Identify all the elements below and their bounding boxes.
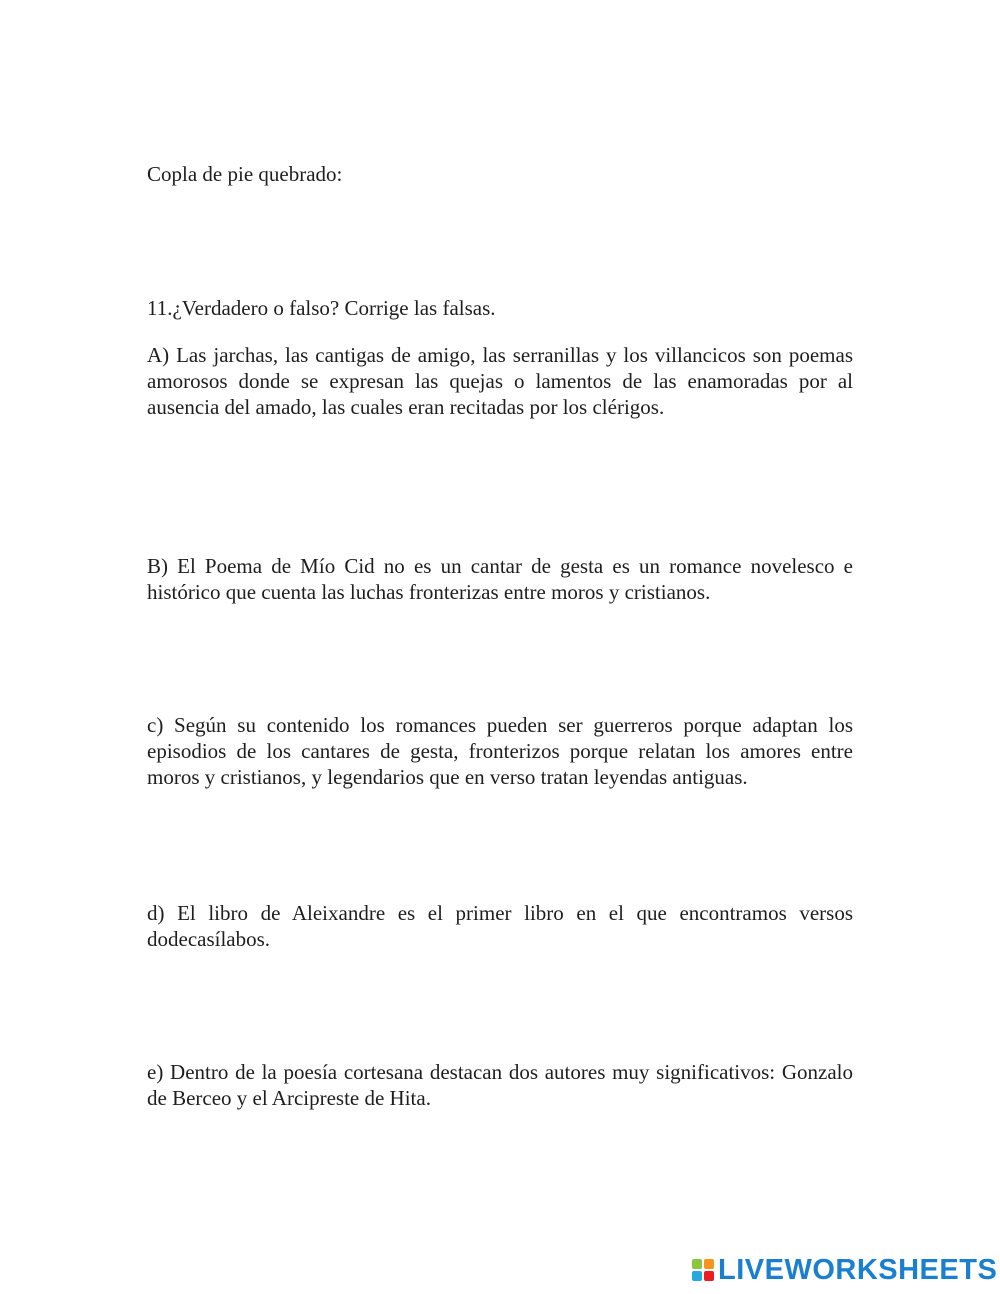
copla-label: Copla de pie quebrado:: [147, 162, 343, 186]
statement-c: c) Según su contenido los romances pueden ser guerreros porque adaptan los episodios de los cantares de gesta, fronterizos porque relatan los amores entre moros y cristianos, y legendarios que en verso tratan leyendas antiguas.: [147, 713, 853, 789]
statement-b: B) El Poema de Mío Cid no es un cantar de gesta es un romance novelesco e histórico que cuenta las luchas fronterizas entre moros y cristianos.: [147, 554, 853, 604]
statement-d: d) El libro de Aleixandre es el primer libro en el que encontramos versos dodecasílabos.: [147, 901, 853, 951]
statement-a: A) Las jarchas, las cantigas de amigo, las serranillas y los villancicos son poemas amorosos donde se expresan las quejas o lamentos de las enamoradas por al ausencia del amado, las cuales eran recitadas por los clérigos.: [147, 343, 853, 419]
logo-square-green: [692, 1259, 702, 1269]
logo-square-red: [704, 1271, 714, 1281]
logo-square-orange: [704, 1259, 714, 1269]
logo-text: LIVEWORKSHEETS: [718, 1254, 998, 1286]
liveworksheets-logo: [692, 1253, 997, 1287]
question-11-title: 11.¿Verdadero o falso? Corrige las falsas.: [147, 296, 496, 320]
statement-e: e) Dentro de la poesía cortesana destacan dos autores muy significativos: Gonzalo de Berceo y el Arcipreste de Hita.: [147, 1060, 853, 1110]
logo-square-blue: [692, 1271, 702, 1281]
liveworksheets-logo-icon: [692, 1259, 714, 1281]
